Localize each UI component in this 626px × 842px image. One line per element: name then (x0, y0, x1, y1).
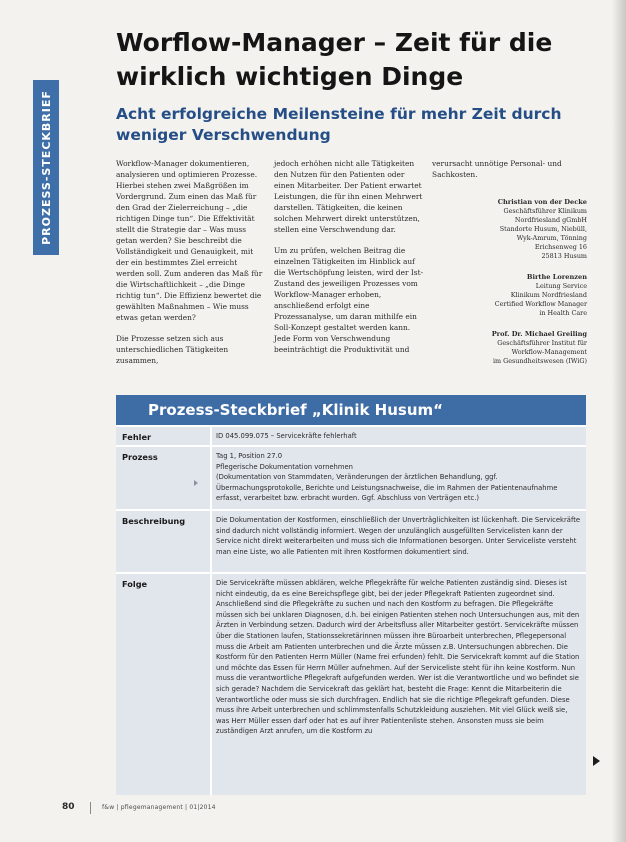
article-paragraph: Um zu prüfen, welchen Beitrag die einzelnen Tätigkeiten im Hinblick auf die Wertschöpfung leisten, wird der Ist-Zustand des jeweiligen Prozesses vom Workflow-Manager erhoben, anschließend erfolgt eine Prozessanalyse, um daran mithilfe ein Soll-Konzept gestaltet werden kann. Jede Form von Verschwendung beeinträchtigt die Produktivität und (274, 246, 424, 354)
page-number: 80 (62, 802, 75, 812)
profile-row-text: Die Dokumentation der Kostformen, einschließlich der Unverträglichkeiten ist lückenhaft. Die Servicekräfte sind dadurch nicht vollständig informiert. Wegen der unzulänglich ausgefüllten Servicelisten kann der Service nicht direkt weiterarbeiten und muss sich die Informationen besorgen. Unter Serviceliste versteht man eine Liste, wo alle Patienten mit ihren Kostformen dokumentiert sind. (216, 516, 581, 556)
author-affiliation-line: 25813 Husum (541, 252, 587, 260)
author-name: Christian von der Decke (497, 198, 587, 206)
author-affiliation-line: Nordfriesland gGmbH (514, 216, 587, 224)
article-paragraph: jedoch erhöhen nicht alle Tätigkeiten den Nutzen für den Patienten oder einen Mitarbeiter. Der Patient erwartet Leistungen, die für ihn einen Mehrwert darstellen. Tätigkeiten, die keinen solchen Mehrwert direkt unterstützen, stellen eine Verschwendung dar. (274, 159, 423, 234)
author-affiliation-line: Geschäftsführer Institut für (497, 339, 587, 347)
profile-row-value (216, 451, 581, 504)
profile-row-fehler (116, 425, 586, 445)
row-divider (210, 447, 212, 509)
article-paragraph: Die Prozesse setzen sich aus unterschiedlichen Tätigkeiten zusammen, (116, 334, 229, 365)
profile-row-text: ID 045.099.075 – Servicekräfte fehlerhaft (216, 432, 357, 440)
profile-row-text: (Dokumentation von Stammdaten, Veränderungen der ärztlichen Behandlung, ggf. Übermachungsprotokolle, Berichte und Leistungsnachweise, die im Rahmen der Patientenaufnahme erfasst, verarbeitet bzw. erbracht wurden. Ggf. Abschluss von Verträgen etc.) (216, 473, 558, 503)
process-profile-title: Prozess-Steckbrief „Klinik Husum“ (148, 401, 444, 419)
article-subtitle: Acht erfolgreiche Meilensteine für mehr Zeit durch weniger Verschwendung (116, 105, 562, 144)
page-edge-shadow (612, 0, 626, 842)
author-name: Birthe Lorenzen (526, 273, 587, 281)
profile-row-folge (116, 572, 586, 795)
process-profile-box (116, 395, 586, 795)
article-column-2 (274, 158, 424, 365)
profile-row-text: Pflegerische Dokumentation vornehmen (216, 462, 353, 471)
chevron-right-icon (194, 480, 198, 486)
profile-row-label: Fehler (122, 432, 152, 442)
author-block (432, 198, 587, 261)
profile-row-text: Die Servicekräfte müssen abklären, welche Pflegekräfte für welche Patienten zuständig sind. Dieses ist nicht eindeutig, da es eine Bereichspflege gibt, bei der jeder Pflegekraft Patienten zugeordnet sind. Anschließend sind die Pflegekräfte zu suchen und nach den Kostform zu befragen. Die Pflegekräfte müssen sich bei unklaren Diagnosen, d.h. bei einigen Patienten stehen noch Untersuchungen aus, mit den Ärzten in Verbindung setzen. Dadurch wird der Arbeitsfluss aller Mitarbeiter gestört. Servicekräfte müssen über die Stationen laufen, Stationssekretärinnen müssen ihre Büroarbeit unterbrechen, Pflegepersonal muss die Arbeit am Patienten unterbrechen und die Ärzte müssen z.B. Untersuchungen abbrechen. Die Kostform für den Patienten Herrn Müller (Name frei erfunden) fehlt. Die Servicekraft kommt auf die Station und möchte das Essen für Herrn Müller aufnehmen. Auf der Serviceliste steht für ihn keine Kostform. Nun muss die verantwortliche Pflegekraft aufgefunden werden. Wer ist die Verantwortliche und wo befindet sie sich gerade? Nachdem die Servicekraft das geklärt hat, besteht die Frage: Kennt die Mitarbeiterin die Verantwortliche oder muss sie sich durchfragen. Endlich hat sie die richtige Pflegekraft gefunden. Diese muss ihre Arbeit unterbrechen und schlimmstenfalls Schutzkleidung ausziehen. Mit viel Glück weiß sie, was Herr Müller essen darf oder hat es auf ihrer Patientenliste stehen. Ansonsten muss sie beim zuständigen Arzt anrufen, um die Kostform zu (216, 579, 580, 736)
row-divider (210, 511, 212, 572)
author-affiliation-line: Leitung Service (535, 282, 587, 290)
row-divider (210, 574, 212, 795)
author-affiliation-line: Wyk-Amrum, Tönning (516, 234, 587, 242)
section-side-tab-label: PROZESS-STECKBRIEF (39, 90, 53, 245)
author-affiliation-line: im Gesundheitswesen (IWiG) (493, 357, 587, 365)
profile-row-value (216, 431, 581, 442)
process-profile-header (116, 395, 586, 425)
author-affiliation-line: in Health Care (539, 309, 587, 317)
article-column-1 (116, 158, 266, 376)
article-paragraph: Workflow-Manager dokumentieren, analysieren und optimieren Prozesse. Hierbei stehen zwei Maßgrößen im Vordergrund. Zum einen das Maß für den Grad der Zielerreichung – „die richtigen Dinge tun“. Die Effektivität stellt die Strategie dar – Was muss getan werden? Sie beschreibt die Vollständigkeit und Genauigkeit, mit der ein bestimmtes Ziel erreicht werden soll. Zum anderen das Maß für die Wirtschaftlichkeit – „die Dinge richtig tun“. Die Effizienz bewertet die gewählten Maßnahmen – Wie muss etwas getan werden? (116, 159, 263, 322)
author-block (432, 273, 587, 318)
article-column-3 (432, 158, 587, 378)
journal-reference: f&w | pflegemanagement | 01|2014 (102, 804, 216, 811)
profile-row-value (216, 578, 581, 737)
author-affiliation-line: Geschäftsführer Klinikum (503, 207, 587, 215)
profile-row-prozess (116, 445, 586, 509)
author-name: Prof. Dr. Michael Greiling (491, 330, 587, 338)
row-divider (210, 427, 212, 445)
profile-row-text: Tag 1, Position 27.0 (216, 452, 283, 460)
article-paragraph: verursacht unnötige Personal- und Sachkosten. (432, 159, 562, 179)
author-affiliation-line: Certified Workflow Manager (494, 300, 587, 308)
author-block (432, 330, 587, 366)
section-side-tab (33, 80, 59, 255)
profile-row-value (216, 515, 581, 557)
page-footer (62, 802, 602, 816)
author-affiliation-line: Standorte Husum, Niebüll, (499, 225, 587, 233)
profile-row-beschreibung (116, 509, 586, 572)
profile-row-label: Prozess (122, 452, 158, 462)
author-affiliation-line: Klinikum Nordfriesland (510, 291, 587, 299)
continue-arrow-icon (593, 756, 600, 766)
author-affiliation-line: Erichsenweg 16 (534, 243, 587, 251)
article-title: Worflow-Manager – Zeit für die wirklich wichtigen Dinge (116, 28, 553, 91)
author-affiliation-line: Workflow-Management (511, 348, 587, 356)
footer-divider (90, 802, 91, 814)
profile-row-label: Beschreibung (122, 516, 186, 526)
profile-row-label: Folge (122, 579, 148, 589)
